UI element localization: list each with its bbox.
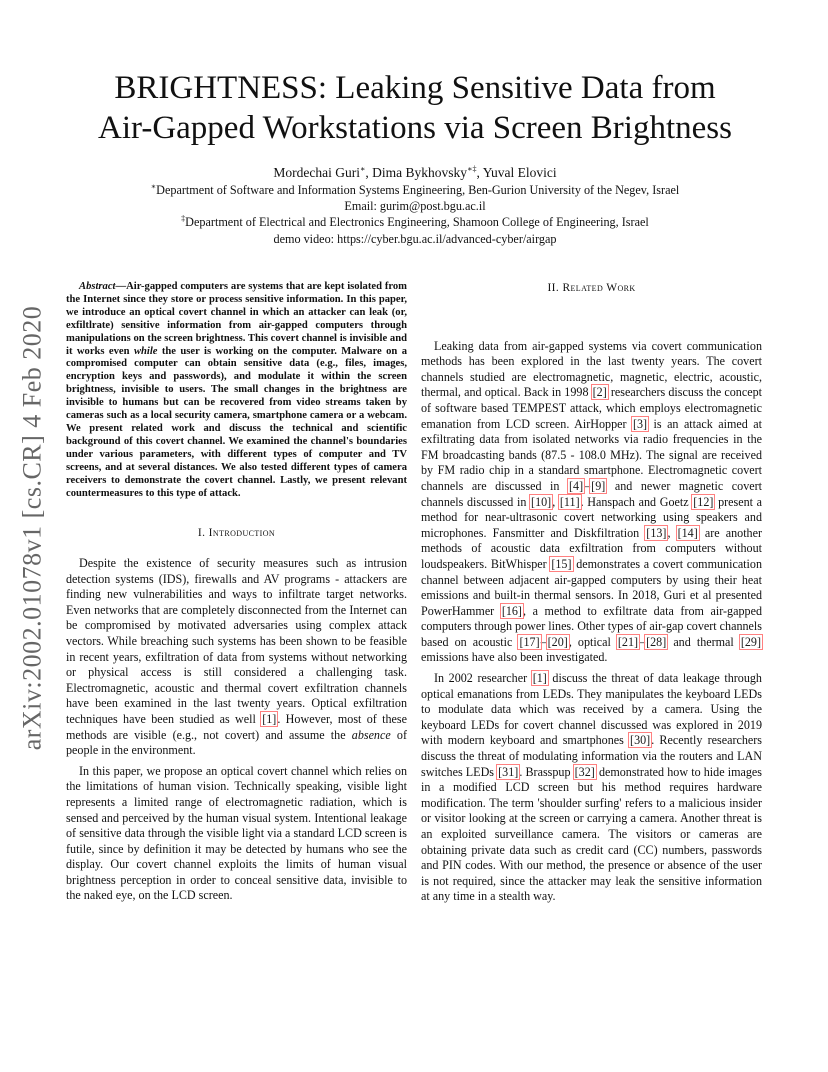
citation-link[interactable]: [31] bbox=[498, 764, 519, 779]
author-1: Mordechai Guri bbox=[273, 165, 360, 180]
right-column bbox=[421, 281, 762, 905]
title-line-2: Air-Gapped Workstations via Screen Brightness bbox=[98, 110, 732, 146]
title-line-1: BRIGHTNESS: Leaking Sensitive Data from bbox=[114, 70, 716, 106]
arxiv-identifier: arXiv:2002.01078v1 [cs.CR] 4 Feb 2020 bbox=[17, 305, 46, 750]
left-column bbox=[66, 281, 407, 904]
related-work-paragraph-2: In 2002 researcher [1] discuss the threat of data leakage through optical emanations from LEDs. They manipulates the keyboard LEDs to modulate data which was received by a camera. Using the keyboard LEDs for covert channel discussed was explored in 2019 with modern keyboard and smartphones [30]. Recently researchers discuss the threat of modulating information via the routers and LAN switches LEDs [31]. Brasspup [32] demonstrated how to hide images in a modified LCD screen but his method requires hardware modification. The term 'shoulder surfing' refers to a malicious insider or visitor looking at the screen or carrying a camera. Another threat is an exploited surveillance camera. The visitors or cameras are obtaining private data such as credit card (CC) numbers, passwords and PIN codes. With our method, the presence or absence of the user is not required, since the attacker may leak the sensitive information at any time in a stealth way. bbox=[421, 671, 762, 904]
citation-link[interactable]: [30] bbox=[630, 733, 651, 748]
citation-link[interactable]: [29] bbox=[740, 634, 762, 649]
citation-link[interactable]: [3] bbox=[632, 416, 648, 431]
arxiv-sidebar bbox=[4, 285, 60, 770]
section-heading-related-work: II. Related Work bbox=[547, 282, 636, 294]
citation-link[interactable]: [16] bbox=[501, 603, 522, 618]
affiliation-1-mark: ∗ bbox=[150, 181, 157, 191]
citation-link[interactable]: [32] bbox=[574, 764, 595, 779]
author-1-mark: ∗ bbox=[359, 164, 366, 174]
affiliation-2-text: Department of Electrical and Electronics Engineering, Shamoon College of Engineering, Israel bbox=[185, 215, 649, 229]
author-email: Email: gurim@post.bgu.ac.il bbox=[344, 199, 486, 213]
citation-link[interactable]: [11] bbox=[559, 494, 580, 509]
author-2-mark: ∗‡ bbox=[467, 164, 477, 174]
citation-link[interactable]: [1] bbox=[262, 711, 277, 726]
citation-link[interactable]: [17] bbox=[519, 634, 540, 649]
abstract-label: Abstract bbox=[79, 281, 116, 292]
affiliation-2-mark: ‡ bbox=[181, 213, 186, 223]
affiliation-2 bbox=[60, 214, 770, 231]
citation-link[interactable]: [10] bbox=[531, 494, 552, 509]
author-2: Dima Bykhovsky bbox=[372, 165, 468, 180]
author-3: Yuval Elovici bbox=[482, 165, 557, 180]
demo-video-link[interactable]: demo video: https://cyber.bgu.ac.il/advanced-cyber/airgap bbox=[273, 232, 557, 246]
author-list: Mordechai Guri∗, Dima Bykhovsky∗‡, Yuval Elovici bbox=[273, 164, 557, 180]
related-work-paragraph-1: Leaking data from air-gapped systems via covert communication methods has been explored in the last twenty years. The covert channels studied are electromagnetic, magnetic, electric, acoustic, thermal, and optical. Back in 1998 [2] researchers discuss the concept of software based TEMPEST attack, which employs electromagnetic emanation from LCD screen. AirHopper [3] is an attack aimed at exfiltrating data from isolated networks via radio frequencies in the FM broadcasting bands (87.5 - 108.0 MHz). The signal are received by FM radio chip in a standard smartphone. Electromagnetic covert channels are discussed in [4]–[9] and newer magnetic covert channels discussed in [10], [11]. Hanspach and Goetz [12] present a method for near-ultrasonic covert networking using speakers and microphones. Fansmitter and Diskfiltration [13], [14] are another methods of acoustic data exfiltration from computers without loudspeakers. BitWhisper [15] demonstrates a covert communication channel between adjacent air-gapped computers by using their heat emissions and built-in thermal sensors. In 2018, Guri et al presented PowerHammer [16], a method to exfiltrate data from air-gapped computers through power lines. Other types of air-gap covert channels based on acoustic [17]–[20], optical [21]–[28] and thermal [29] emissions have also been investigated. bbox=[421, 338, 763, 665]
citation-link[interactable]: [21] bbox=[617, 634, 639, 649]
citation-link[interactable]: [4] bbox=[569, 478, 584, 493]
citation-link[interactable]: [15] bbox=[551, 556, 572, 571]
citation-link[interactable]: [1] bbox=[532, 671, 547, 686]
section-heading-introduction: I. Introduction bbox=[197, 527, 276, 540]
citation-link[interactable]: [2] bbox=[592, 385, 607, 400]
abstract: Abstract—Air-gapped computers are systems that are kept isolated from the Internet since they store or process sensitive information. In this paper, we introduce an optical covert channel in which an attacker can leak (or, exfiltlrate) sensitive information from air-gapped computers through manipulations on the screen brightness. This covert channel is invisible and it works even while the user is working on the computer. Malware on a compromised computer can obtain sensitive data (e.g., files, images, encryption keys and passwords), and modulate it within the screen brightness, invisible to users. The small changes in the brightness are invisible to humans but can be recovered from video streams taken by cameras such as a local security camera, smartphone camera or a webcam. We present related work and discuss the technical and scientific background of this covert channel. We examined the channel's boundaries under various parameters, with different types of computer and TV screens, and at several distances. We also tested different types of camera receivers to demonstrate the covert channel. Lastly, we present relevant countermeasures to this type of attack. bbox=[66, 281, 407, 499]
paper-title bbox=[60, 68, 770, 148]
citation-link[interactable]: [20] bbox=[547, 634, 568, 649]
citation-link[interactable]: [13] bbox=[646, 525, 667, 540]
intro-paragraph-2: In this paper, we propose an optical covert channel which relies on the limitations of human vision. Technically speaking, visible light represents a limited range of electromagnetic radiation, which is sensed and perceived by the human visual system. Intentional leakage of sensitive data through the visible light via a standard LCD screen is futile, since by definition it may be detected by humans who see the display. Our covert channel exploits the limits of human visual brightness perception in order to conceal sensitive data, invisible to the naked eye, on the LCD screen. bbox=[66, 763, 407, 903]
intro-paragraph-1: Despite the existence of security measures such as intrusion detection systems (IDS), firewalls and AV programs - attackers are finding new vulnerabilities and ways to infiltrate target networks. Even networks that are completely disconnected from the Internet can be compromised by motivated adversaries using complex attack vectors. While breaching such systems has been shown to be feasible in recent years, exfiltration of data from systems without networking or physical access is still considered a challenging task. Electromagnetic, acoustic and thermal covert exfiltration channels have been examined in the last twenty years. Optical exfiltration techniques have been studied as well [1]. However, most of these methods are visible (e.g., not covert) and assume the absence of people in the environment. bbox=[66, 556, 407, 758]
affiliation-1 bbox=[60, 182, 770, 199]
citation-link[interactable]: [12] bbox=[693, 494, 714, 509]
citation-link[interactable]: [28] bbox=[646, 634, 667, 649]
citation-link[interactable]: [9] bbox=[591, 478, 606, 493]
affiliation-1-text: Department of Software and Information Systems Engineering, Ben-Gurion University of the Negev, Israel bbox=[156, 183, 680, 197]
citation-link[interactable]: [14] bbox=[677, 525, 698, 540]
